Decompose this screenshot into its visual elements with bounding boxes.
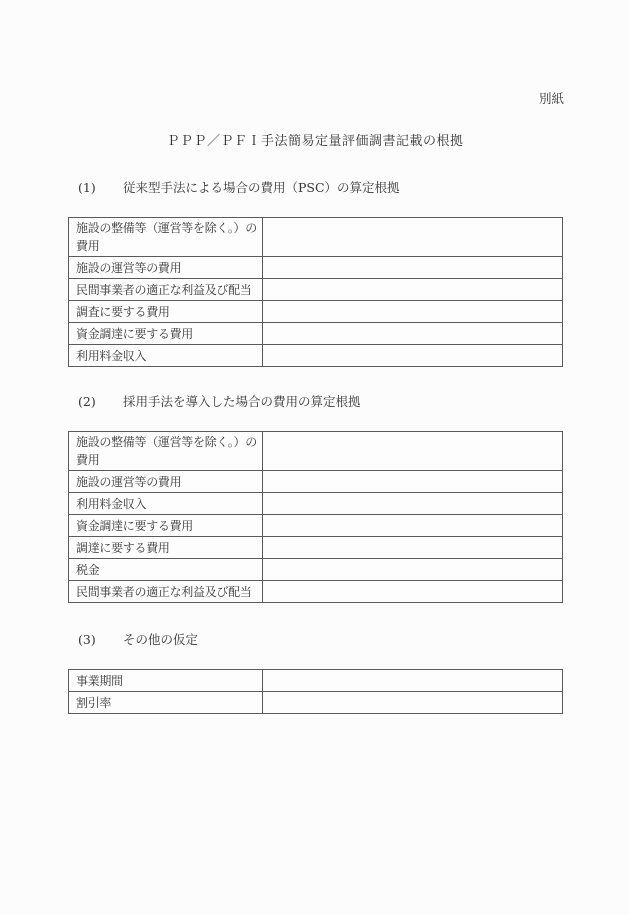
section-1-table: [68, 217, 563, 367]
table-row: [69, 559, 563, 581]
table-row: [69, 218, 563, 257]
section-2-heading: [78, 393, 630, 411]
table-row: [69, 537, 563, 559]
row-value-cell: [263, 301, 563, 323]
document-title: ＰＰＰ／ＰＦＩ手法簡易定量評価調書記載の根拠: [166, 134, 464, 149]
row-value-cell: [263, 279, 563, 301]
row-label: 利用料金収入: [69, 345, 263, 367]
table-row: [69, 257, 563, 279]
table-row: [69, 471, 563, 493]
section-3-heading: [78, 631, 630, 649]
section-1-heading-text: 従来型手法による場合の費用（PSC）の算定根拠: [123, 180, 400, 195]
table-row: [69, 515, 563, 537]
row-label: 税金: [69, 559, 263, 581]
section-1-heading: [78, 179, 630, 197]
row-value-cell: [263, 471, 563, 493]
table-row: [69, 432, 563, 471]
table-row: [69, 279, 563, 301]
row-value-cell: [263, 432, 563, 471]
row-label: 民間事業者の適正な利益及び配当: [69, 279, 263, 301]
section-3-number: (3): [78, 632, 96, 647]
section-2-heading-text: 採用手法を導入した場合の費用の算定根拠: [123, 394, 361, 409]
row-label: 施設の運営等の費用: [69, 257, 263, 279]
table-row: [69, 692, 563, 714]
table-row: [69, 301, 563, 323]
section-3-table: [68, 669, 563, 714]
row-label: 施設の運営等の費用: [69, 471, 263, 493]
section-2-table: [68, 431, 563, 603]
row-label: 割引率: [69, 692, 263, 714]
row-value-cell: [263, 257, 563, 279]
table-row: [69, 323, 563, 345]
row-value-cell: [263, 323, 563, 345]
row-value-cell: [263, 559, 563, 581]
row-value-cell: [263, 581, 563, 603]
row-value-cell: [263, 218, 563, 257]
section-3-heading-text: その他の仮定: [123, 632, 199, 647]
row-value-cell: [263, 670, 563, 692]
row-label: 調達に要する費用: [69, 537, 263, 559]
table-row: [69, 581, 563, 603]
row-value-cell: [263, 345, 563, 367]
table-row: [69, 345, 563, 367]
row-label: 施設の整備等（運営等を除く。）の費用: [69, 218, 263, 257]
row-value-cell: [263, 515, 563, 537]
row-value-cell: [263, 493, 563, 515]
row-label: 資金調達に要する費用: [69, 515, 263, 537]
corner-attachment-label: 別紙: [538, 91, 564, 106]
row-label: 施設の整備等（運営等を除く。）の費用: [69, 432, 263, 471]
row-value-cell: [263, 537, 563, 559]
row-label: 調査に要する費用: [69, 301, 263, 323]
row-value-cell: [263, 692, 563, 714]
row-label: 事業期間: [69, 670, 263, 692]
row-label: 利用料金収入: [69, 493, 263, 515]
row-label: 民間事業者の適正な利益及び配当: [69, 581, 263, 603]
section-1-number: (1): [78, 180, 96, 195]
table-row: [69, 670, 563, 692]
table-row: [69, 493, 563, 515]
row-label: 資金調達に要する費用: [69, 323, 263, 345]
section-2-number: (2): [78, 394, 96, 409]
